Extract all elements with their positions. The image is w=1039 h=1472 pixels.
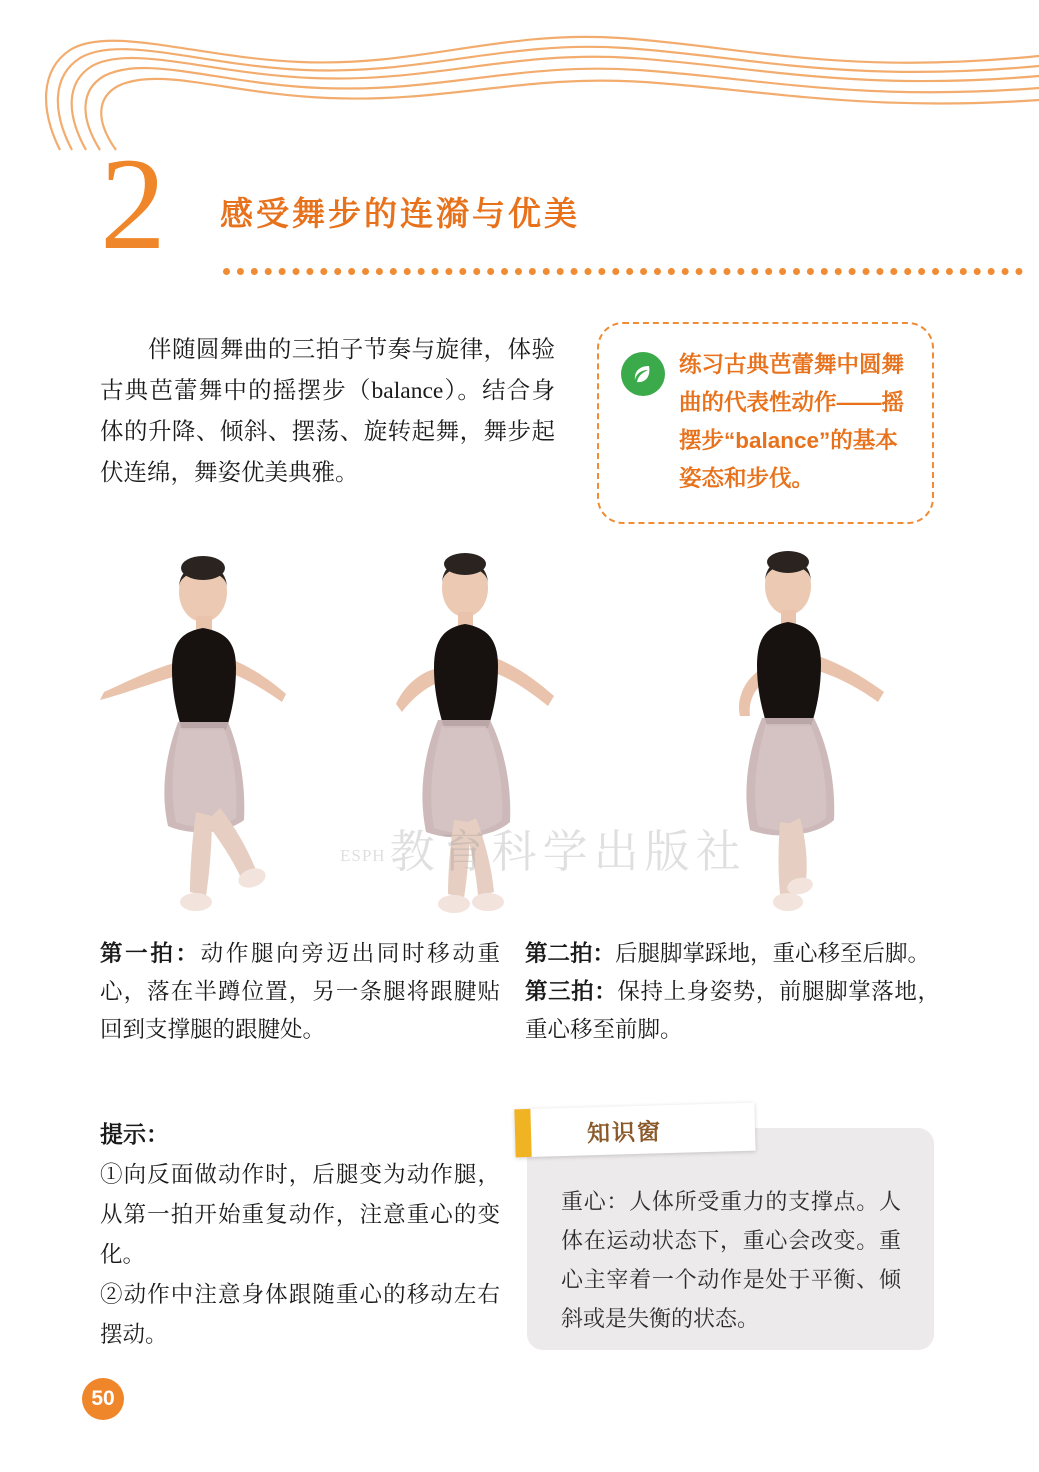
caption-beat-3 [525, 973, 940, 1049]
objective-callout [597, 322, 934, 524]
tips-item-2: ②动作中注意身体跟随重心的移动左右摆动。 [100, 1282, 500, 1347]
objective-text: 练习古典芭蕾舞中圆舞曲的代表性动作——摇摆步“balance”的基本姿态和步伐。 [679, 352, 905, 491]
intro-paragraph: 伴随圆舞曲的三拍子节奏与旋律，体验古典芭蕾舞中的摇摆步（balance）。结合身体的升降、倾斜、摆荡、旋转起舞，舞步起伏连绵，舞姿优美典雅。 [100, 337, 555, 486]
caption-beat-3-text: 保持上身姿势，前腿脚掌落地，重心移至前脚。 [525, 979, 940, 1042]
page-number: 50 [82, 1378, 124, 1420]
title-dotted-divider [223, 268, 1023, 282]
knowledge-tab-accent-bar [514, 1109, 531, 1157]
captions-column-left [100, 935, 500, 1049]
watermark-mark: ESPH [340, 846, 386, 865]
knowledge-window-tab [514, 1103, 755, 1158]
section-number: 2 [100, 130, 164, 277]
caption-beat-1-text: 动作腿向旁迈出同时移动重心，落在半蹲位置，另一条腿将跟腱贴回到支撑腿的跟腱处。 [100, 941, 500, 1042]
publisher-watermark [340, 815, 760, 880]
caption-beat-2-text: 后腿脚掌踩地，重心移至后脚。 [615, 941, 931, 966]
tips-title: 提示： [100, 1122, 169, 1147]
section-header [95, 130, 955, 290]
caption-beat-2 [525, 935, 940, 973]
demonstration-photos [40, 545, 1000, 930]
caption-beat-1 [100, 935, 500, 1049]
caption-beat-2-label: 第二拍： [525, 941, 616, 966]
leaf-icon [621, 352, 665, 396]
tips-item-1: ①向反面做动作时，后腿变为动作腿，从第一拍开始重复动作，注意重心的变化。 [100, 1162, 500, 1267]
caption-beat-1-label: 第一拍： [100, 941, 201, 966]
page-title: 感受舞步的连漪与优美 [220, 197, 580, 233]
captions-column-right [525, 935, 940, 1049]
caption-beat-3-label: 第三拍： [525, 979, 618, 1004]
tips-section [100, 1115, 500, 1355]
knowledge-window-title: 知识窗 [586, 1119, 663, 1147]
knowledge-window [527, 1119, 934, 1350]
knowledge-window-body: 重心：人体所受重力的支撑点。人体在运动状态下，重心会改变。重心主宰着一个动作是处于平衡、倾斜或是失衡的状态。 [561, 1189, 901, 1331]
dancer-photo-1 [60, 540, 360, 930]
watermark-text: 教育科学出版社 [389, 827, 747, 877]
